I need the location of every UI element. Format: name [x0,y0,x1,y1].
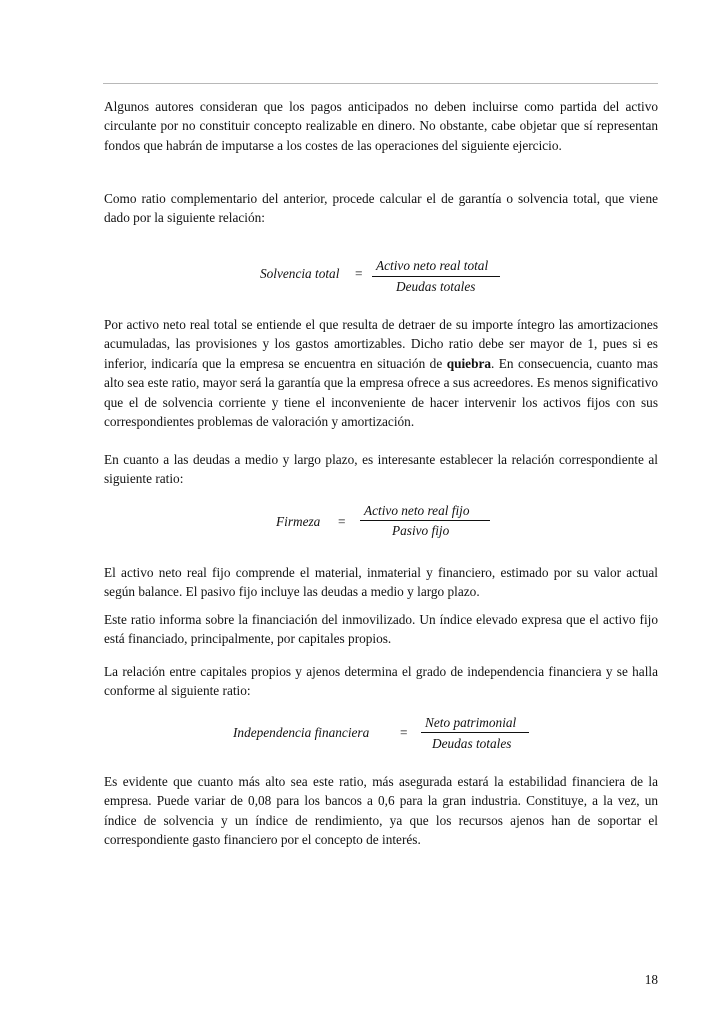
paragraph-pagos-anticipados: Algunos autores consideran que los pagos anticipados no deben incluirse como partida del activo circulante por no constituir concepto realizable en dinero. No obstante, cabe objetar que sí representan fondos que habrán de imputarse a los costes de las operaciones del siguiente ejercicio. [104,99,658,153]
formula-independencia-numerator: Neto patrimonial [425,715,517,730]
formula-solvencia-denominator: Deudas totales [396,279,476,294]
formula-independencia-equals: = [400,725,408,740]
paragraph-financiacion-inmovilizado: Este ratio informa sobre la financiación del inmovilizado. Un índice elevado expresa que el activo fijo está financiado, principalmente, por capitales propios. [104,612,658,647]
formula-firmeza-numerator: Activo neto real fijo [364,503,470,518]
formula-independencia-fraction-line [421,732,529,733]
paragraph-independencia: La relación entre capitales propios y ajenos determina el grado de independencia financiera y se halla conforme al siguiente ratio: [104,664,658,699]
formula-firmeza-denominator: Pasivo fijo [392,523,450,538]
paragraph-activo-neto-real-total [104,315,658,431]
page-number: 18 [644,972,658,987]
formula-firmeza-fraction-line [360,520,490,521]
formula-solvencia-equals: = [355,266,363,281]
paragraph-ratio-complementario: Como ratio complementario del anterior, procede calcular el de garantía o solvencia total, que viene dado por la siguiente relación: [104,191,658,226]
formula-solvencia-numerator: Activo neto real total [376,258,489,273]
paragraph-deudas-medio-largo: En cuanto a las deudas a medio y largo plazo, es interesante establecer la relación correspondiente al siguiente ratio: [104,452,658,487]
formula-solvencia-fraction-line [372,276,500,277]
formula-independencia-denominator: Deudas totales [432,736,512,751]
header-rule [103,83,658,84]
quiebra-bold-word: quiebra [446,355,492,371]
paragraph-estabilidad-financiera: Es evidente que cuanto más alto sea este ratio, más asegurada estará la estabilidad financiera de la empresa. Puede variar de 0,08 para los bancos a 0,6 para la gran industria. Constituye, a la vez, un índice de solvencia y un índice de rendimiento, ya que los recursos ajenos han de soportar el correspondiente gasto financiero por el concepto de interés. [104,774,658,848]
quiebra-text-before: Por activo neto real total se entiende el que resulta de detraer de su importe íntegro las amortizaciones acumuladas, las provisiones y los gastos amortizables. Dicho ratio debe ser mayor de 1, pues si es inferior, indicaría que la empresa se encuentra en situación de [104,317,658,371]
formula-independencia-label: Independencia financiera [233,725,370,740]
quiebra-text-after: . En consecuencia, cuanto mas alto sea este ratio, mayor será la garantía que la empresa ofrece a sus acreedores. Es menos significativo que el de solvencia corriente y tiene el inconveniente de hacer intervenir los activos fijos con sus correspondientes problemas de valoración y amortización. [104,355,659,430]
formula-firmeza-label: Firmeza [276,514,321,529]
formula-firmeza-equals: = [338,514,346,529]
paragraph-activo-neto-real-fijo: El activo neto real fijo comprende el material, inmaterial y financiero, estimado por su valor actual según balance. El pasivo fijo incluye las deudas a medio y largo plazo. [104,565,658,600]
formula-solvencia-label: Solvencia total [260,266,340,281]
